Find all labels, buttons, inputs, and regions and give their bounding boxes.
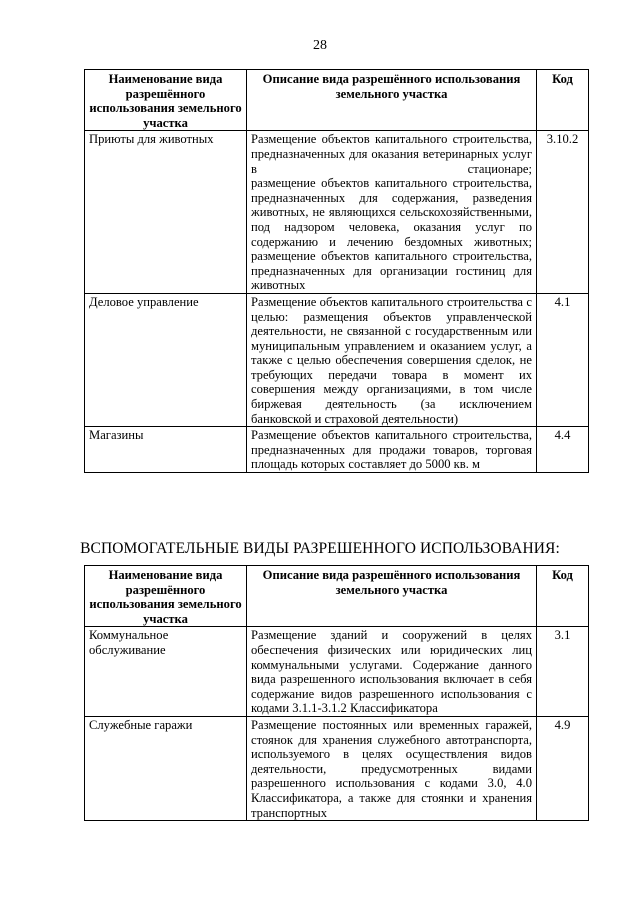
- use-name: Служебные гаражи: [85, 716, 247, 820]
- permitted-uses-table: [84, 69, 589, 473]
- description-paragraph: Размещение постоянных или временных гаражей, стоянок для хранения служебного автотранспорта, используемого в целях осуществления видов деятельности, предусмотренных видами разрешенного использования с кодами 3.0, 4.0 Классификатора, а также для стоянки и хранения транспортных: [251, 717, 532, 820]
- use-code: 4.1: [537, 293, 589, 426]
- table-header-row: [85, 70, 589, 131]
- table-row: [85, 131, 589, 294]
- use-description: [247, 627, 537, 717]
- description-paragraph: Размещение объектов капитального строительства, предназначенных для продажи товаров, торговая площадь которых составляет до 5000 кв. м: [251, 428, 532, 472]
- header-code: Код: [537, 566, 589, 627]
- use-description: [247, 427, 537, 473]
- use-name: Магазины: [85, 427, 247, 473]
- table-row: [85, 716, 589, 820]
- header-description: Описание вида разрешённого использования земельного участка: [247, 70, 537, 131]
- use-code: 3.1: [537, 627, 589, 717]
- table-row: [85, 627, 589, 717]
- use-description: [247, 293, 537, 426]
- use-code: 4.4: [537, 427, 589, 473]
- table-row: [85, 293, 589, 426]
- auxiliary-uses-table: [84, 565, 589, 821]
- description-paragraph: Размещение зданий и сооружений в целях обеспечения физических или юридических лиц коммунальными услугами. Содержание данного вида разрешенного использования включает в себя содержание видов разрешенного использования с кодами 3.1.1-3.1.2 Классификатора: [251, 628, 532, 716]
- header-code: Код: [537, 70, 589, 131]
- description-paragraph: Размещение объектов капитального строительства, предназначенных для оказания ветеринарных услуг в стационаре;: [251, 132, 532, 176]
- table-row: [85, 427, 589, 473]
- description-paragraph: Размещение объектов капитального строительства с целью: размещения объектов управленческой деятельности, не связанной с государственным или муниципальным управлением и оказанием услуг, а также с целью обеспечения совершения сделок, не требующих передачи товара в момент их совершения между организациями, в том числе биржевая деятельность (за исключением банковской и страховой деятельности): [251, 294, 532, 426]
- page-number: 28: [313, 38, 327, 53]
- section-heading: ВСПОМОГАТЕЛЬНЫЕ ВИДЫ РАЗРЕШЕННОГО ИСПОЛЬЗОВАНИЯ:: [80, 540, 560, 557]
- use-name: Приюты для животных: [85, 131, 247, 294]
- use-description: [247, 716, 537, 820]
- use-code: 3.10.2: [537, 131, 589, 294]
- use-description: [247, 131, 537, 294]
- description-paragraph: размещение объектов капитального строительства, предназначенных для организации гостиниц для животных: [251, 249, 532, 293]
- use-name: Деловое управление: [85, 293, 247, 426]
- header-name: Наименование вида разрешённого использования земельного участка: [85, 566, 247, 627]
- header-name: Наименование вида разрешённого использования земельного участка: [85, 70, 247, 131]
- use-code: 4.9: [537, 716, 589, 820]
- description-paragraph: размещение объектов капитального строительства, предназначенных для содержания, разведения животных, не являющихся сельскохозяйственными, под надзором человека, оказания услуг по содержанию и лечению бездомных животных;: [251, 176, 532, 249]
- use-name: Коммунальное обслуживание: [85, 627, 247, 717]
- table-header-row: [85, 566, 589, 627]
- header-description: Описание вида разрешённого использования земельного участка: [247, 566, 537, 627]
